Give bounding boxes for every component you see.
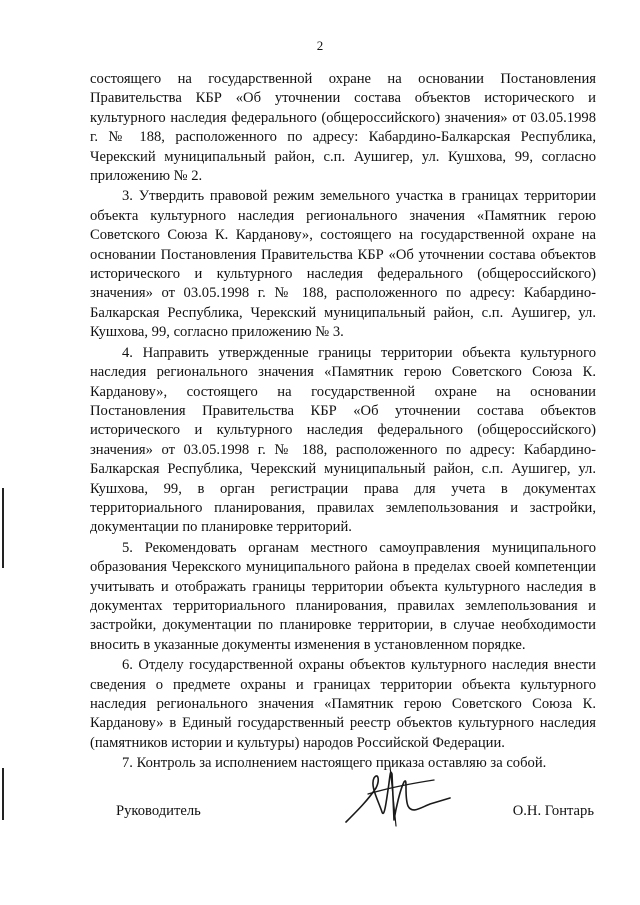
document-body [90,70,596,774]
scan-edge-mark [2,488,4,568]
paragraph-item-7: 7. Контроль за исполнением настоящего приказа оставляю за собой. [122,755,547,772]
paragraph-item-3: 3. Утвердить правовой режим земельного участка в границах территории объекта культурного наследия регионального значения «Памятник герою Советского Союза К. Карданову», состоящего на государственной охране на основании Постановления Правительства КБР «Об уточнении состава объектов исторического и культурного наследия федерального (общероссийского) значения» от 03.05.1998 г. № 188, расположенного по адресу: Кабардино-Балкарская Республика, Черекский муниципальный район, с.п. Аушигер, ул. Кушхова, 99, согласно приложению № 3. [90,188,596,341]
signer-name: О.Н. Гонтарь [512,803,594,819]
scan-edge-mark [2,768,4,820]
signer-title: Руководитель [116,803,201,819]
paragraph-item-4: 4. Направить утвержденные границы территории объекта культурного наследия регионального значения «Памятник герою Советского Союза К. Карданову», состоящего на государственной охране на основании Постановления Правительства КБР «Об уточнении состава объектов исторического и культурного наследия федерального (общероссийского) значения» от 03.05.1998 г. № 188, расположенного по адресу: Кабардино-Балкарская Республика, Черекский муниципальный район, с.п. Аушигер, ул. Кушхова, 99, в орган регистрации права для учета в документах территориального планирования, правилах землепользования и застройки, документации по планировке территорий. [90,344,596,536]
handwritten-signature [338,760,458,830]
paragraph-item-5: 5. Рекомендовать органам местного самоуправления муниципального образования Черекского муниципального района в пределах своей компетенции учитывать и отображать границы территории объекта культурного наследия в документах территориального планирования, правилах землепользования и застройки, документации по планировке территории, в случае необходимости вносить в указанные документы изменения в установленном порядке. [90,539,596,653]
paragraph-item-6: 6. Отделу государственной охраны объектов культурного наследия внести сведения о предмете охраны и границах территории объекта культурного наследия регионального значения «Памятник герою Советского Союза К. Карданову» в Единый государственный реестр объектов культурного наследия (памятников истории и культуры) народов Российской Федерации. [90,657,596,751]
page-number: 2 [316,38,324,53]
paragraph-continuation: состоящего на государственной охране на основании Постановления Правительства КБР «Об уточнении состава объектов исторического и культурного наследия федерального (общероссийского) значения» от 03.05.1998 г. № 188, расположенного по адресу: Кабардино-Балкарская Республика, Черекский муниципальный район, с.п. Аушигер, ул. Кушхова, 99, согласно приложению № 2. [90,71,596,185]
